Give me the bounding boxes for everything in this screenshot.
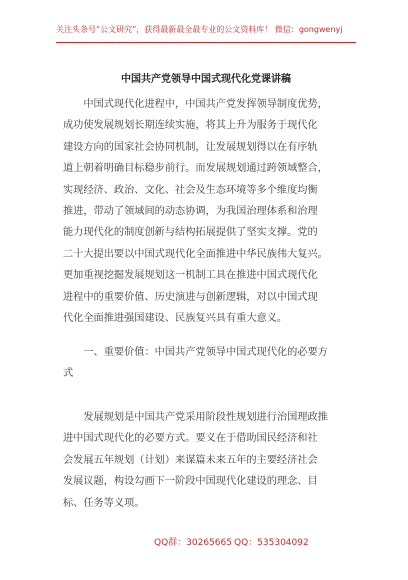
heading-line: 一、重要价值：中国共产党领导中国式现代化的必要方 [63, 347, 328, 358]
paragraph-line: 推进，带动了领域间的动态协调，为我国治理体系和治理 [63, 206, 318, 218]
paragraph-2 [63, 407, 353, 514]
paragraph-line: 成功使发展规划长期连续实施，将其上升为服务于现代化 [63, 120, 318, 132]
section-heading-1 [63, 342, 353, 385]
paragraph-line: 标、任务等义项。 [63, 497, 145, 509]
heading-line: 式 [63, 368, 74, 380]
paragraph-line: 道上朝着明确目标稳步前行。而发展规划通过跨领域整合， [63, 163, 328, 175]
paragraph-line: 代化全面推进强国建设、民族复兴具有重大意义。 [63, 313, 288, 325]
paragraph-line: 进程中的重要价值、历史演进与创新逻辑，对以中国式现 [63, 291, 318, 303]
header-banner: 关注头条号“公文研究”，获得最新最全最专业的公文资料库！ 微信：gongwenyj [56, 25, 343, 34]
paragraph-line: 实现经济、政治、文化、社会及生态环境等多个维度均衡 [63, 184, 318, 196]
paragraph-line: 能力现代化的制度创新与结构拓展提供了坚实支撑。党的 [63, 227, 318, 239]
paragraph-line: 发展议题，构设勾画下一阶段中国现代化建设的理念、目 [63, 476, 318, 488]
paragraph-1 [63, 94, 353, 329]
footer-qq-group: QQ群：30265665 [154, 538, 232, 548]
paragraph-line: 建设方向的国家社会协同机制，让发展规划得以在有序轨 [63, 141, 318, 153]
footer-qq-contact: QQ：535304092 [234, 538, 309, 548]
paragraph-line: 二十大提出要以中国式现代化全面推进中华民族伟大复兴。 [63, 248, 328, 260]
paragraph-line: 进中国式现代化的必要方式。要义在于借助国民经济和社 [63, 433, 318, 445]
header-divider [56, 42, 356, 43]
paragraph-line: 会发展五年规划（计划）来谋篇未来五年的主要经济社会 [63, 454, 318, 466]
paragraph-line: 发展规划是中国共产党采用阶段性规划进行治国理政推 [63, 412, 328, 423]
paragraph-line: 更加重视挖掘发展规划这一机制工具在推进中国式现代化 [63, 270, 318, 282]
paragraph-line: 中国式现代化进程中，中国共产党发挥领导制度优势， [63, 99, 328, 110]
document-title: 中国共产党领导中国式现代化党课讲稿 [121, 74, 291, 85]
